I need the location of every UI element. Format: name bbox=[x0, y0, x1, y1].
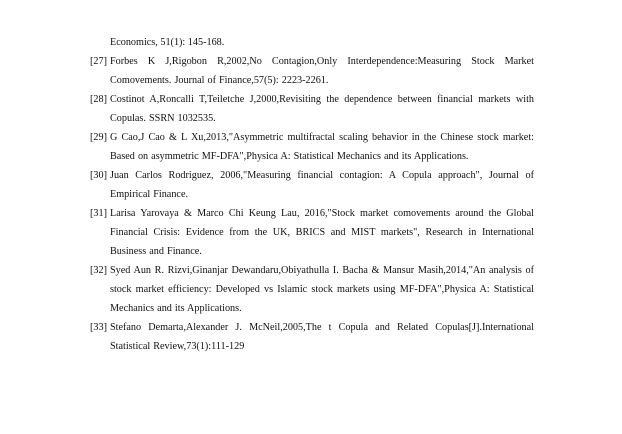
reference-text: Syed Aun R. Rizvi,Ginanjar Dewandaru,Obiyathulla I. Bacha & Mansur Masih,2014,"An analysis of stock market efficiency: Developed vs Islamic stock markets using MF-DFA",Physica A: Statistical Mechanics and its Applications. bbox=[110, 265, 534, 314]
reference-continuation: Economics, 51(1): 145-168. bbox=[110, 37, 225, 48]
reference-item-32 bbox=[90, 261, 534, 318]
reference-text: Forbes K J,Rigobon R,2002,No Contagion,Only Interdependence:Measuring Stock Market Comovements. Journal of Finance,57(5): 2223-2261. bbox=[110, 56, 534, 86]
reference-item-33 bbox=[90, 318, 534, 356]
reference-text: Stefano Demarta,Alexander J. McNeil,2005,The t Copula and Related Copulas[J].International Statistical Review,73(1):111-129 bbox=[110, 322, 534, 352]
reference-item-27 bbox=[90, 52, 534, 90]
reference-item-31 bbox=[90, 204, 534, 261]
reference-number: [30] bbox=[90, 170, 107, 181]
reference-number: [32] bbox=[90, 265, 107, 276]
reference-number: [27] bbox=[90, 56, 107, 67]
reference-number: [28] bbox=[90, 94, 107, 105]
reference-item-29 bbox=[90, 128, 534, 166]
reference-list bbox=[90, 33, 534, 356]
reference-item-28 bbox=[90, 90, 534, 128]
reference-number: [31] bbox=[90, 208, 107, 219]
reference-text: G Cao,J Cao & L Xu,2013,"Asymmetric multifractal scaling behavior in the Chinese stock market: Based on asymmetric MF-DFA",Physica A: Statistical Mechanics and its Applications. bbox=[110, 132, 534, 162]
reference-item-30 bbox=[90, 166, 534, 204]
reference-text: Larisa Yarovaya & Marco Chi Keung Lau, 2016,"Stock market comovements around the Global Financial Crisis: Evidence from the UK, BRICS and MIST markets", Research in International Business and Finance. bbox=[110, 208, 534, 257]
reference-number: [33] bbox=[90, 322, 107, 333]
reference-text: Costinot A,Roncalli T,Teiletche J,2000,Revisiting the dependence between financial markets with Copulas. SSRN 1032535. bbox=[110, 94, 534, 124]
reference-number: [29] bbox=[90, 132, 107, 143]
reference-text: Juan Carlos Rodriguez, 2006,"Measuring financial contagion: A Copula approach", Journal of Empirical Finance. bbox=[110, 170, 534, 200]
